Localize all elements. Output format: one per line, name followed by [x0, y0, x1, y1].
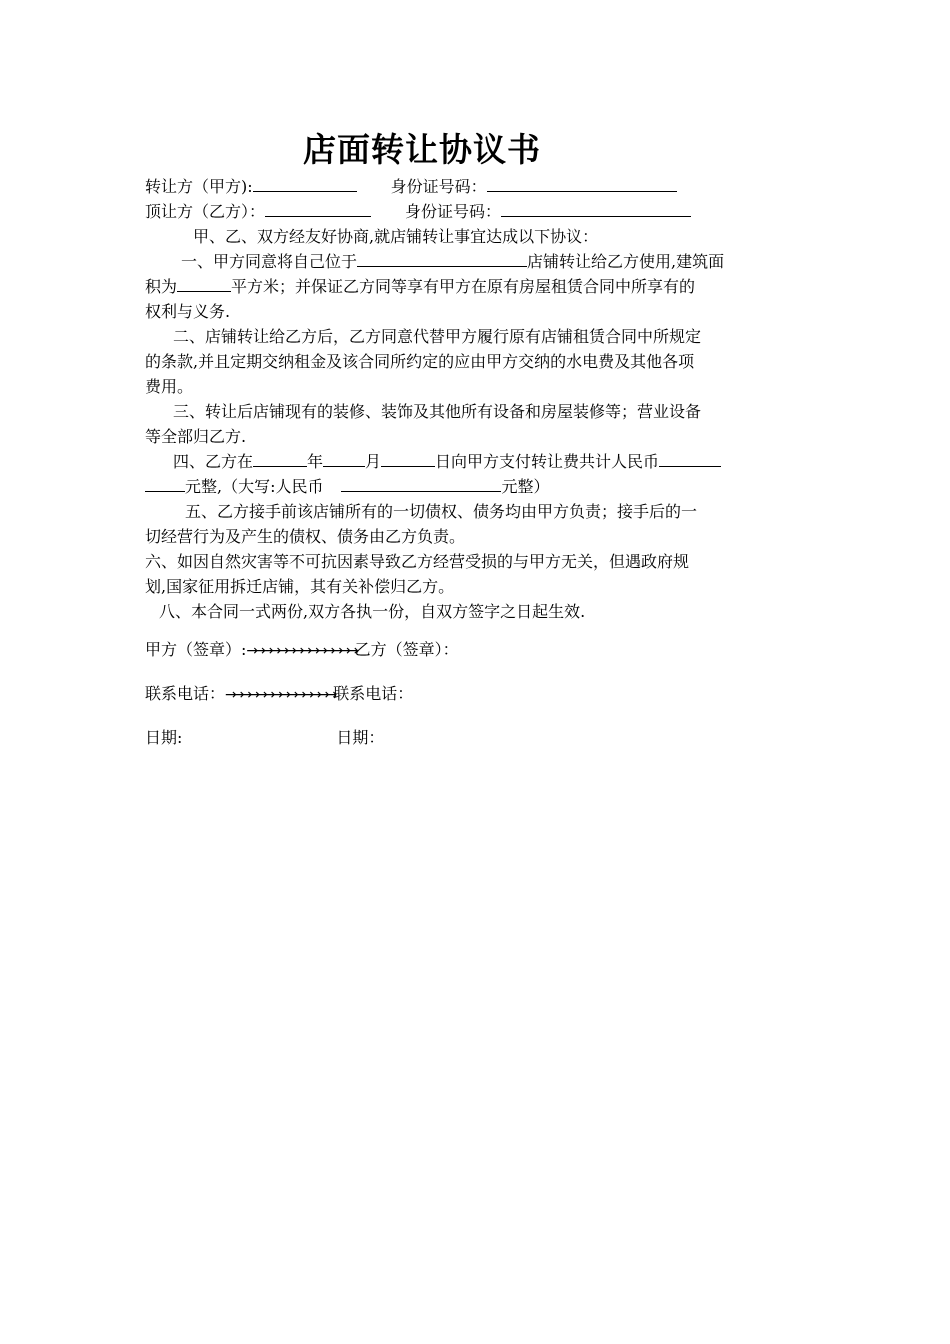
clause5-line1 [145, 499, 807, 524]
party-a-label: 转让方（甲方): [145, 177, 253, 196]
clause6-line2 [145, 574, 807, 599]
tab-arrows: →→→→→→→→→→→→→→ [225, 687, 334, 703]
clause1-text-b: 店铺转让给乙方使用,建筑面 [527, 252, 725, 271]
area-blank[interactable] [177, 274, 231, 292]
clause3-text-a: 三、转让后店铺现有的装修、装饰及其他所有设备和房屋装修等；营业设备 [173, 402, 702, 421]
clause6-text-a: 六、如因自然灾害等不可抗因素导致乙方经营受损的与甲方无关，但遇政府规 [145, 552, 690, 571]
seal-row [145, 636, 459, 680]
clause4-text-b: 日向甲方支付转让费共计人民币 [435, 452, 660, 471]
intro-line [145, 224, 807, 249]
signature-block [145, 636, 459, 768]
clause5-line2 [145, 524, 807, 549]
clause2-text-b: 的条款,并且定期交纳租金及该合同所约定的应由甲方交纳的水电费及其他各项 [145, 352, 695, 371]
party-a-phone-label: 联系电话： [145, 684, 226, 703]
clause2-line2 [145, 349, 807, 374]
clause2-line1 [145, 324, 807, 349]
clause1-text-a: 一、甲方同意将自己位于 [181, 252, 358, 271]
shop-location-blank[interactable] [357, 249, 527, 267]
party-b-id-label: 身份证号码： [405, 202, 502, 221]
clause6-text-b: 划,国家征用拆迁店铺，其有关补偿归乙方。 [145, 577, 455, 596]
agreement-body [145, 174, 807, 624]
party-a-seal-label: 甲方（签章）: [145, 640, 247, 659]
party-b-row [145, 199, 807, 224]
year-blank[interactable] [253, 449, 307, 467]
clause8-line [145, 599, 807, 624]
clause4-line1 [145, 449, 807, 474]
amount-blank[interactable] [659, 449, 721, 467]
clause2-text-a: 二、店铺转让给乙方后，乙方同意代替甲方履行原有店铺租赁合同中所规定 [173, 327, 702, 346]
party-b-date-label: 日期： [336, 728, 385, 747]
month-label: 月 [365, 452, 382, 471]
clause5-text-a: 五、乙方接手前该店铺所有的一切债权、债务均由甲方负责；接手后的一 [185, 502, 698, 521]
party-a-id-label: 身份证号码： [390, 177, 487, 196]
clause1-line2 [145, 274, 807, 299]
clause8-text: 八、本合同一式两份,双方各执一份，自双方签字之日起生效. [159, 602, 586, 621]
amount-blank-cont[interactable] [145, 474, 185, 492]
party-b-name-blank[interactable] [265, 199, 371, 217]
party-b-id-blank[interactable] [501, 199, 691, 217]
clause1-text-d: 平方米；并保证乙方同等享有甲方在原有房屋租赁合同中所享有的 [231, 277, 696, 296]
clause4-text-a: 四、乙方在 [173, 452, 254, 471]
intro-text: 甲、乙、双方经友好协商,就店铺转让事宜达成以下协议： [193, 227, 599, 246]
party-b-phone-label: 联系电话： [333, 684, 414, 703]
party-a-date-label: 日期: [145, 728, 183, 747]
clause3-text-b: 等全部归乙方. [145, 427, 247, 446]
amount-words-blank[interactable] [341, 474, 501, 492]
clause1-text-c: 积为 [145, 277, 178, 296]
party-b-seal-label: 乙方（签章）： [354, 640, 459, 659]
clause1-line1 [145, 249, 807, 274]
year-label: 年 [307, 452, 324, 471]
clause6-line1 [145, 549, 807, 574]
clause1-text-e: 权利与义务. [145, 302, 231, 321]
clause4-text-c: 元整,（大写:人民币 [185, 477, 324, 496]
clause3-line2 [145, 424, 807, 449]
clause4-line2 [145, 474, 807, 499]
date-row [145, 724, 459, 768]
clause2-line3 [145, 374, 807, 399]
clause3-line1 [145, 399, 807, 424]
party-b-label: 顶让方（乙方）： [145, 202, 266, 221]
party-a-name-blank[interactable] [253, 174, 357, 192]
clause4-text-d: 元整） [501, 477, 550, 496]
clause2-text-c: 费用。 [145, 377, 194, 396]
party-a-row [145, 174, 807, 199]
month-blank[interactable] [323, 449, 365, 467]
clause5-text-b: 切经营行为及产生的债权、债务由乙方负责。 [145, 527, 466, 546]
day-blank[interactable] [381, 449, 435, 467]
clause1-line3 [145, 299, 807, 324]
tab-arrows: →→→→→→→→→→→→→→ [246, 643, 355, 659]
document-title: 店面转让协议书 [303, 130, 541, 169]
party-a-id-blank[interactable] [487, 174, 677, 192]
phone-row [145, 680, 459, 724]
